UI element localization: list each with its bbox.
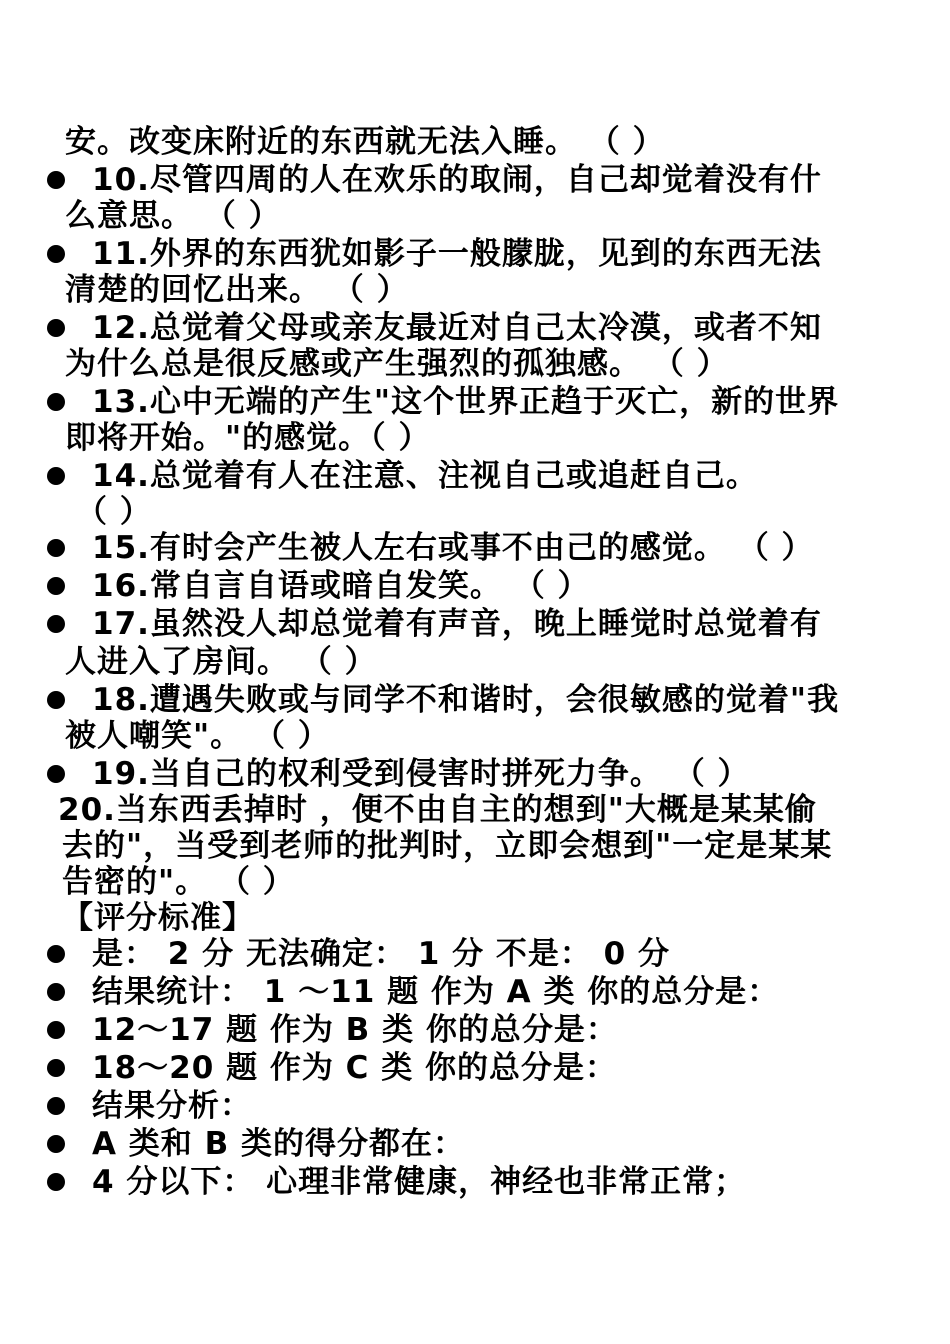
text-line bbox=[0, 716, 950, 756]
text-line bbox=[0, 418, 950, 458]
line-text: 4 分以下： 心理非常健康，神经也非常正常； bbox=[92, 1164, 747, 1200]
line-text: 13.心中无端的产生"这个世界正趋于灭亡，新的世界 bbox=[92, 384, 840, 420]
text-line bbox=[0, 196, 950, 236]
line-text: 是： 2 分 无法确定： 1 分 不是： 0 分 bbox=[92, 936, 671, 972]
bullet-icon bbox=[47, 319, 65, 337]
line-text: 安。改变床附近的东西就无法入睡。 （ ） bbox=[65, 124, 665, 160]
line-text: 结果统计： 1 ～11 题 作为 A 类 你的总分是： bbox=[92, 974, 780, 1010]
line-text: 18.遭遇失败或与同学不和谐时，会很敏感的觉着"我 bbox=[92, 682, 840, 718]
text-line bbox=[0, 642, 950, 682]
line-text: 告密的"。 （ ） bbox=[62, 864, 295, 900]
bullet-icon bbox=[47, 1173, 65, 1191]
line-text: 去的"，当受到老师的批判时，立即会想到"一定是某某 bbox=[62, 828, 833, 864]
bullet-icon bbox=[47, 615, 65, 633]
line-text: 【评分标准】 bbox=[62, 900, 254, 936]
text-line bbox=[0, 1010, 950, 1050]
bullet-icon bbox=[47, 1135, 65, 1153]
line-text: 清楚的回忆出来。 （ ） bbox=[65, 272, 409, 308]
text-line bbox=[0, 680, 950, 720]
bullet-icon bbox=[47, 539, 65, 557]
text-line bbox=[0, 1048, 950, 1088]
text-line bbox=[0, 898, 950, 938]
text-line bbox=[0, 826, 950, 866]
text-line bbox=[0, 1124, 950, 1164]
line-text: 即将开始。"的感觉。（ ） bbox=[65, 420, 431, 456]
line-text: 被人嘲笑"。 （ ） bbox=[65, 718, 330, 754]
line-text: 12.总觉着父母或亲友最近对自己太冷漠，或者不知 bbox=[92, 310, 822, 346]
text-line bbox=[0, 492, 950, 532]
text-line bbox=[0, 270, 950, 310]
bullet-icon bbox=[47, 1059, 65, 1077]
line-text: 15.有时会产生被人左右或事不由己的感觉。 （ ） bbox=[92, 530, 814, 566]
line-text: 11.外界的东西犹如影子一般朦胧，见到的东西无法 bbox=[92, 236, 822, 272]
text-line bbox=[0, 972, 950, 1012]
line-text: A 类和 B 类的得分都在： bbox=[92, 1126, 465, 1162]
bullet-icon bbox=[47, 983, 65, 1001]
bullet-icon bbox=[47, 577, 65, 595]
bullet-icon bbox=[47, 1097, 65, 1115]
text-line bbox=[0, 790, 950, 830]
text-line bbox=[0, 382, 950, 422]
text-line bbox=[0, 528, 950, 568]
text-line bbox=[0, 862, 950, 902]
text-line bbox=[0, 308, 950, 348]
line-text: 18～20 题 作为 C 类 你的总分是： bbox=[92, 1050, 617, 1086]
line-text: 20.当东西丢掉时 ，便不由自主的想到"大概是某某偷 bbox=[58, 792, 817, 828]
bullet-icon bbox=[47, 393, 65, 411]
line-text: 19.当自己的权利受到侵害时拼死力争。 （ ） bbox=[92, 756, 750, 792]
text-line bbox=[0, 604, 950, 644]
line-text: 16.常自言自语或暗自发笑。 （ ） bbox=[92, 568, 590, 604]
line-text: 17.虽然没人却总觉着有声音，晚上睡觉时总觉着有 bbox=[92, 606, 822, 642]
line-text: 人进入了房间。 （ ） bbox=[65, 644, 377, 680]
text-line bbox=[0, 566, 950, 606]
bullet-icon bbox=[47, 467, 65, 485]
line-text: 么意思。 （ ） bbox=[65, 198, 281, 234]
text-line bbox=[0, 344, 950, 384]
bullet-icon bbox=[47, 171, 65, 189]
text-line bbox=[0, 934, 950, 974]
text-line bbox=[0, 160, 950, 200]
line-text: 为什么总是很反感或产生强烈的孤独感。 （ ） bbox=[65, 346, 729, 382]
line-text: 14.总觉着有人在注意、注视自己或追赶自己。 bbox=[92, 458, 758, 494]
bullet-icon bbox=[47, 945, 65, 963]
line-text: 结果分析： bbox=[92, 1088, 252, 1124]
text-line bbox=[0, 122, 950, 162]
bullet-icon bbox=[47, 1021, 65, 1039]
line-text: 12～17 题 作为 B 类 你的总分是： bbox=[92, 1012, 618, 1048]
bullet-icon bbox=[47, 691, 65, 709]
text-line bbox=[0, 754, 950, 794]
text-line bbox=[0, 456, 950, 496]
line-text: （ ） bbox=[76, 494, 152, 530]
line-text: 10.尽管四周的人在欢乐的取闹，自己却觉着没有什 bbox=[92, 162, 822, 198]
text-line bbox=[0, 234, 950, 274]
bullet-icon bbox=[47, 245, 65, 263]
text-line bbox=[0, 1162, 950, 1202]
text-line bbox=[0, 1086, 950, 1126]
bullet-icon bbox=[47, 765, 65, 783]
